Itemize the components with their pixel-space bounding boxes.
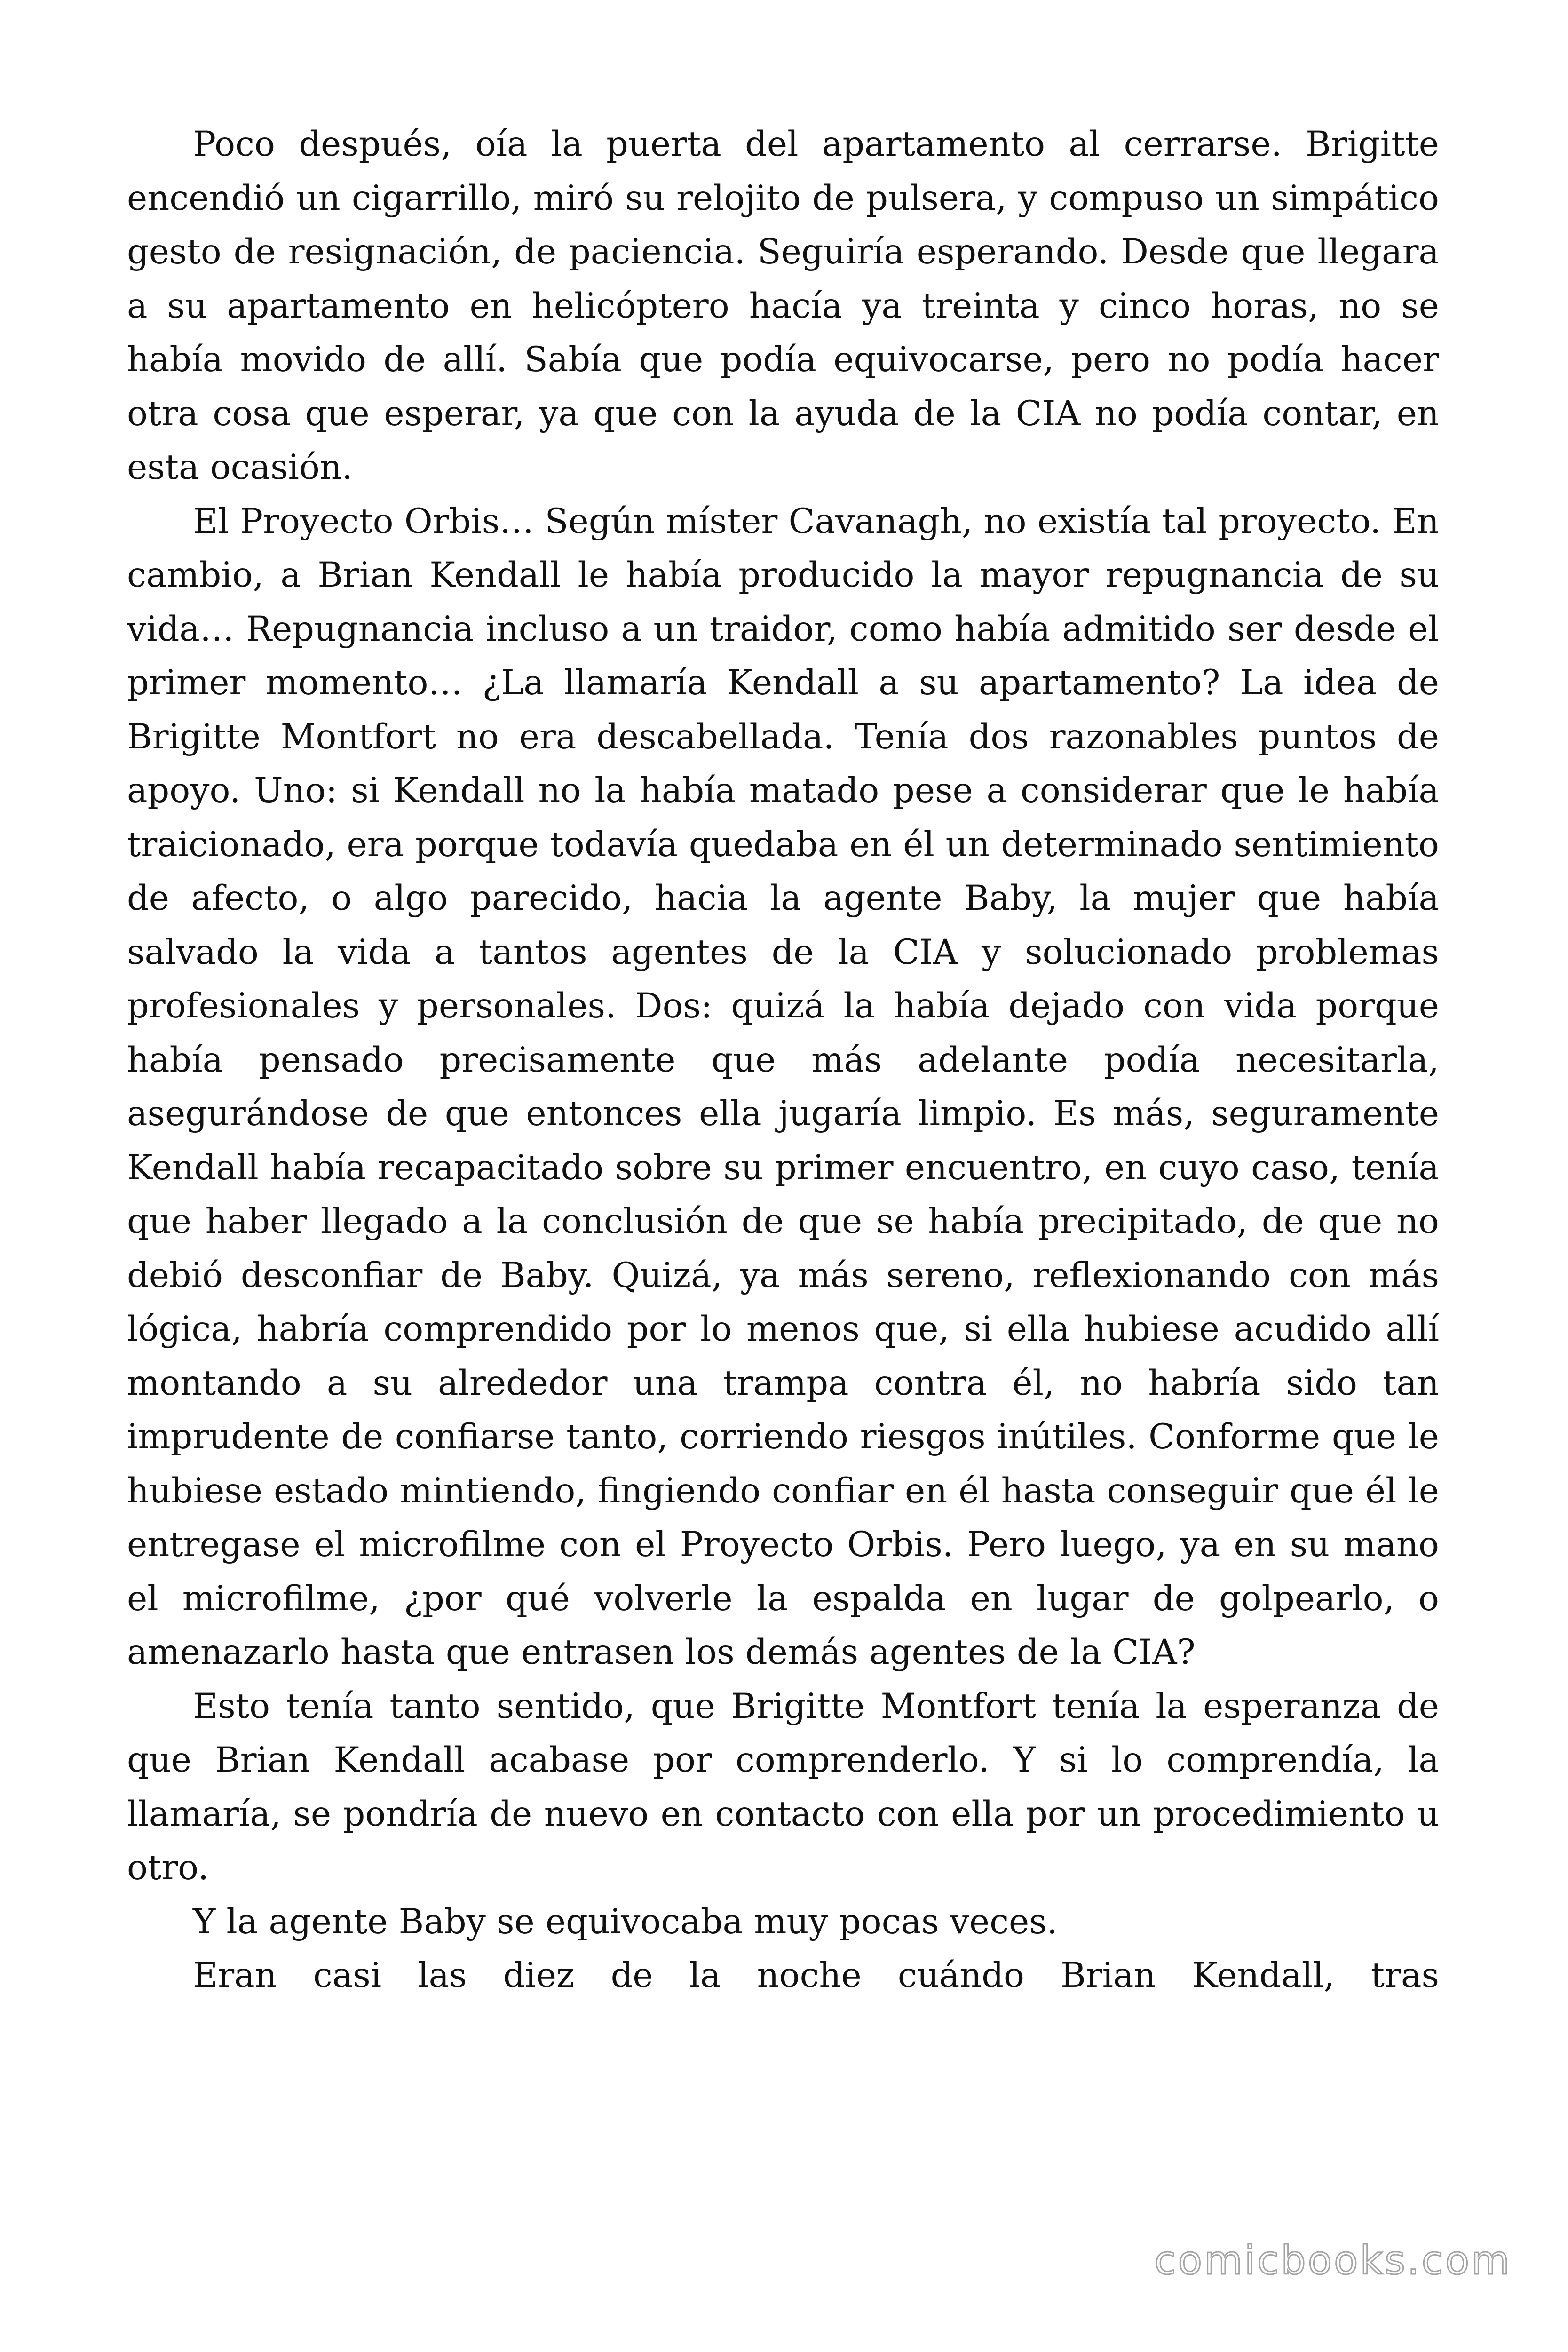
page-body	[127, 118, 1439, 2003]
paragraph-last: Eran casi las diez de la noche cuándo Brian Kendall, tras	[193, 1955, 1439, 1995]
watermark: comicbooks.com	[1154, 2237, 1512, 2283]
paragraph: Poco después, oía la puerta del apartamento al cerrarse. Brigitte encendió un cigarrillo, miró su relojito de pulsera, y compuso un simpático gesto de resignación, de paciencia. Seguiría esperando. Desde que llegara a su apartamento en helicóptero hacía ya treinta y cinco horas, no se había movido de allí. Sabía que podía equivocarse, pero no podía hacer otra cosa que esperar, ya que con la ayuda de la CIA no podía contar, en esta ocasión.	[127, 124, 1439, 487]
paragraph: Y la agente Baby se equivocaba muy pocas veces.	[193, 1901, 1058, 1942]
paragraph: El Proyecto Orbis… Según míster Cavanagh, no existía tal proyecto. En cambio, a Brian Kendall le había producido la mayor repugnancia de su vida… Repugnancia incluso a un traidor, como había admitido ser desde el primer momento… ¿La llamaría Kendall a su apartamento? La idea de Brigitte Montfort no era descabellada. Tenía dos razonables puntos de apoyo. Uno: si Kendall no la había matado pese a considerar que le había traicionado, era porque todavía quedaba en él un determinado sentimiento de afecto, o algo parecido, hacia la agente Baby, la mujer que había salvado la vida a tantos agentes de la CIA y solucionado problemas profesionales y personales. Dos: quizá la había dejado con vida porque había pensado precisamente que más adelante podía necesitarla, asegurándose de que entonces ella jugaría limpio. Es más, seguramente Kendall había recapacitado sobre su primer encuentro, en cuyo caso, tenía que haber llegado a la conclusión de que se había precipitado, de que no debió desconfiar de Baby. Quizá, ya más sereno, reflexionando con más lógica, habría comprendido por lo menos que, si ella hubiese acudido allí montando a su alrededor una trampa contra él, no habría sido tan imprudente de confiarse tanto, corriendo riesgos inútiles. Conforme que le hubiese estado mintiendo, fingiendo confiar en él hasta conseguir que él le entregase el microfilme con el Proyecto Orbis. Pero luego, ya en su mano el microfilme, ¿por qué volverle la espalda en lugar de golpearlo, o amenazarlo hasta que entrasen los demás agentes de la CIA?	[127, 501, 1439, 1672]
paragraph: Esto tenía tanto sentido, que Brigitte Montfort tenía la esperanza de que Brian Kendall acabase por comprenderlo. Y si lo comprendía, la llamaría, se pondría de nuevo en contacto con ella por un procedimiento u otro.	[127, 1686, 1439, 1888]
